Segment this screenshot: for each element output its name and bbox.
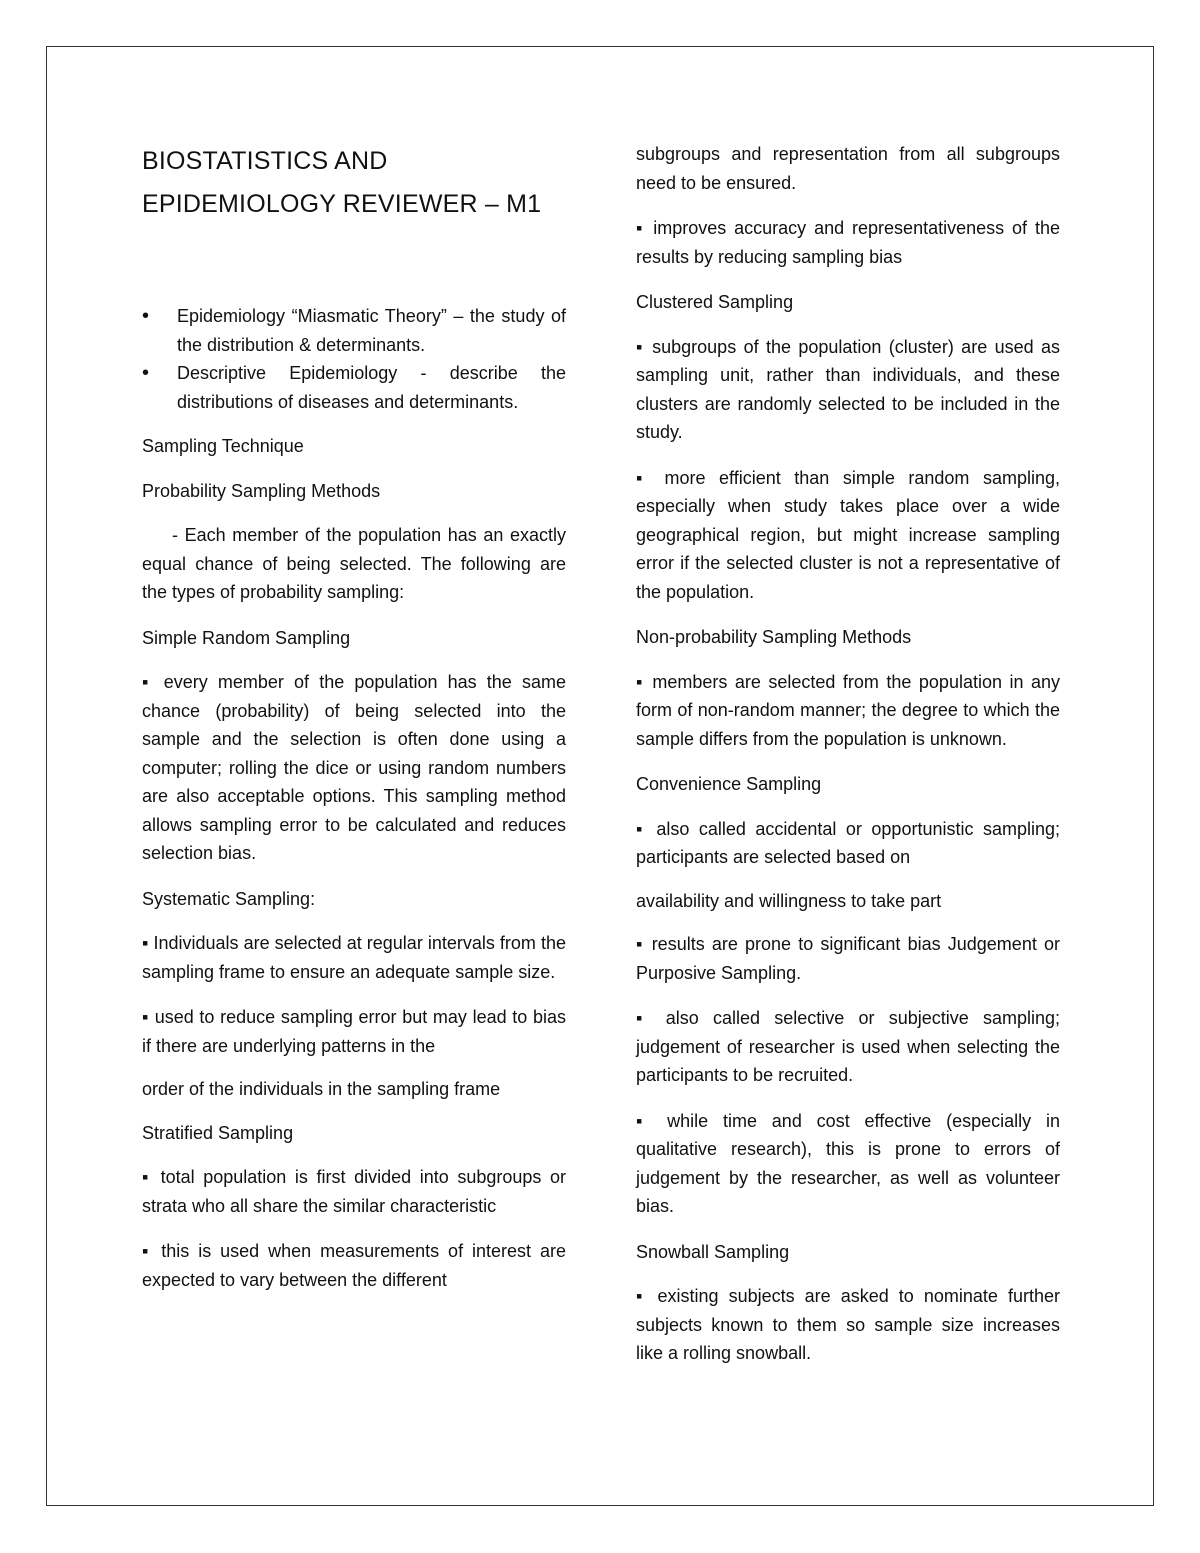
convenience-paragraph-1: ▪ also called accidental or opportunistic sampling; participants are selected based on [636,818,1060,867]
stratified-paragraph-3: ▪ improves accuracy and representativeness of the results by reducing sampling bias [636,218,1060,267]
page-border-top [46,46,1154,47]
probability-intro-paragraph: - Each member of the population has an exactly equal chance of being selected. The following are the types of probability sampling: [142,525,566,602]
systematic-heading: Systematic Sampling: [142,888,316,909]
clustered-heading: Clustered Sampling [636,292,794,312]
snowball-heading: Snowball Sampling [636,1241,790,1262]
page-border-left [46,46,47,1506]
stratified-heading: Stratified Sampling [142,1122,294,1143]
non-probability-heading: Non-probability Sampling Methods [636,627,912,647]
page-border-right [1153,46,1154,1506]
simple-random-heading: Simple Random Sampling [142,627,351,648]
sampling-technique-heading: Sampling Technique [142,436,304,456]
clustered-paragraph-1: ▪ subgroups of the population (cluster) are used as sampling unit, rather than individuals, and these clusters are randomly selected to be included in the study. [636,336,1060,442]
systematic-paragraph-2: ▪ used to reduce sampling error but may lead to bias if there are underlying patterns in the [142,1007,566,1056]
right-column [636,140,1060,1385]
systematic-paragraph-3: order of the individuals in the sampling frame [142,1079,501,1099]
stratified-paragraph-1: ▪ total population is first divided into subgroups or strata who all share the similar characteristic [142,1167,566,1216]
snowball-paragraph: ▪ existing subjects are asked to nominate further subjects known to them so sample size increases like a rolling snowball. [636,1286,1060,1363]
list-item: • Epidemiology “Miasmatic Theory” – the study of the distribution & determinants. [142,302,566,359]
clustered-paragraph-2: ▪ more efficient than simple random sampling, especially when study takes place over a wide geographical region, but might increase sampling error if the selected cluster is not a representative of the population. [636,467,1060,602]
page-border-bottom [46,1505,1154,1506]
convenience-paragraph-3: ▪ results are prone to significant bias Judgement or Purposive Sampling. [636,934,1060,983]
judgement-paragraph-2: ▪ while time and cost effective (especially in qualitative research), this is prone to errors of judgement by the researcher, as well as volunteer bias. [636,1110,1060,1216]
stratified-paragraph-2-continued: subgroups and representation from all subgroups need to be ensured. [636,144,1060,193]
non-probability-paragraph: ▪ members are selected from the population in any form of non-random manner; the degree to which the sample differs from the population is unknown. [636,671,1060,749]
judgement-paragraph-1: ▪ also called selective or subjective sampling; judgement of researcher is used when selecting the participants to be recruited. [636,1008,1060,1085]
convenience-paragraph-2: availability and willingness to take part [636,890,942,911]
left-column [142,140,566,1311]
convenience-heading: Convenience Sampling [636,774,822,794]
systematic-paragraph-1: ▪ Individuals are selected at regular intervals from the sampling frame to ensure an adequate sample size. [142,933,566,982]
intro-bullet-list [142,302,566,416]
stratified-paragraph-2: ▪ this is used when measurements of interest are expected to vary between the different [142,1241,566,1290]
probability-sampling-heading: Probability Sampling Methods [142,480,381,501]
document-title: BIOSTATISTICS AND EPIDEMIOLOGY REVIEWER – M1 [142,147,542,218]
simple-random-paragraph: ▪ every member of the population has the same chance (probability) of being selected into the sample and the selection is often done using a computer; rolling the dice or using random numbers are also acceptable options. This sampling method allows sampling error to be calculated and reduces selection bias. [142,672,566,863]
list-item: • Descriptive Epidemiology - describe the distributions of diseases and determinants. [142,359,566,416]
